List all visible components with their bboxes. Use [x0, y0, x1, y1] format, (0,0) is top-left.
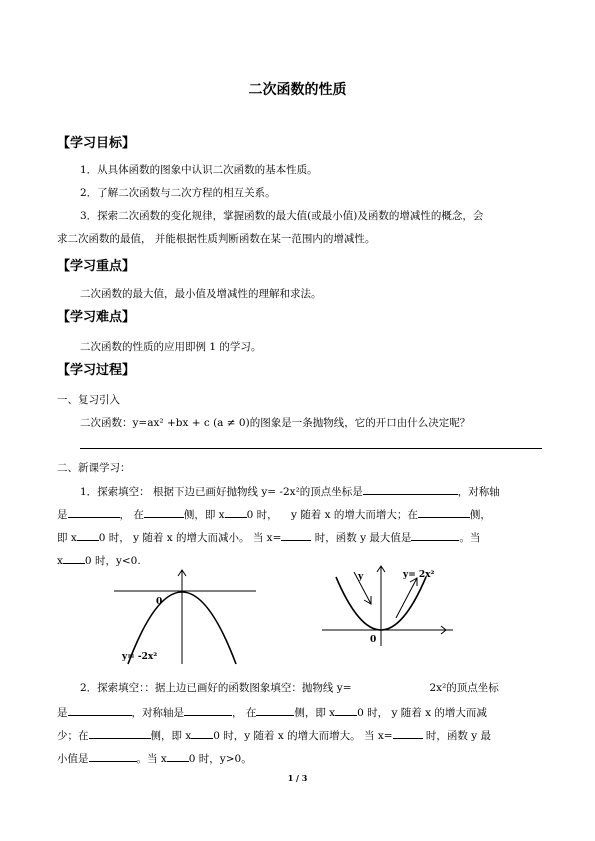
focus-text: 二次函数的最大值，最小值及增减性的理解和求法。	[80, 288, 322, 300]
q1-line-2	[57, 506, 491, 522]
answer-line[interactable]	[80, 448, 542, 449]
blank-x-value[interactable]	[393, 727, 423, 739]
q2-text: 2x²的顶点坐标	[429, 682, 499, 694]
q1-line-3	[57, 529, 480, 545]
review-question: 二次函数：y=ax² +bx + c (a ≠ 0)的图象是一条抛物线，它的开口由什么决定呢？	[80, 417, 471, 429]
blank-compare[interactable]	[225, 506, 247, 518]
section-heading-goals: 【学习目标】	[57, 136, 136, 151]
origin-label: 0	[156, 597, 163, 607]
difficulty-text: 二次函数的性质的应用即例 1 的学习。	[80, 341, 262, 353]
q1-text: 0 时，y<0.	[84, 555, 141, 567]
goal-item-1: 1．从具体函数的图象中认识二次函数的基本性质。	[80, 164, 318, 176]
graph-upward-parabola	[320, 562, 455, 648]
graph-downward-parabola	[108, 568, 258, 666]
q1-text: 时，函数 y 最大值是	[311, 532, 412, 544]
page-number: 1 / 3	[287, 773, 308, 783]
blank-compare[interactable]	[191, 727, 213, 739]
q2-text: 0 时，y 随着 x 的增大而增大。 当 x=	[213, 730, 393, 742]
blank-axis[interactable]	[184, 704, 232, 716]
q1-text: y 随着 x 的增大而增大；在	[291, 509, 418, 521]
q2-text: ，对称轴是	[131, 707, 184, 719]
q2-text: 2．探索填空：：据上边已画好的函数图象填空：抛物线 y=	[80, 682, 352, 694]
blank-compare[interactable]	[63, 552, 85, 564]
q2-text: 小值是	[57, 753, 89, 765]
q2-text: ， 在	[232, 707, 257, 719]
blank-compare[interactable]	[77, 529, 99, 541]
q2-text: 时，函数 y 最	[422, 730, 491, 742]
q2-line-3	[57, 727, 491, 743]
q1-line-1	[80, 483, 500, 499]
q1-text: 侧，即 x	[183, 509, 225, 521]
q1-text: 即 x	[57, 532, 77, 544]
q1-text: x	[57, 555, 63, 567]
curve-label: y= 2x²	[403, 570, 435, 580]
q2-text: 。当 x	[136, 753, 167, 765]
blank-max-value[interactable]	[411, 529, 459, 541]
q2-text: 是	[57, 707, 68, 719]
blank-compare[interactable]	[167, 750, 189, 762]
q1-text: 侧，	[469, 509, 491, 521]
blank-side[interactable]	[89, 727, 151, 739]
q2-text: 侧，即 x	[150, 730, 192, 742]
origin-label: 0	[370, 635, 377, 645]
section-heading-process: 【学习过程】	[57, 363, 136, 378]
blank-vertex[interactable]	[363, 483, 458, 495]
q2-text: 0 时，y>0。	[188, 753, 252, 765]
blank-compare[interactable]	[335, 704, 357, 716]
q2-text: 侧，即 x	[294, 707, 336, 719]
q1-text: 。当	[459, 532, 481, 544]
q2-line-4	[57, 750, 252, 766]
blank-min-value[interactable]	[89, 750, 137, 762]
q1-text: 1．探索填空： 根据下边已画好抛物线 y= -2x²的顶点坐标是	[80, 486, 363, 498]
q1-text: ，对称轴	[457, 486, 500, 498]
q2-text: 0 时， y 随着 x 的增大而减	[357, 707, 487, 719]
q1-text: 0 时， y 随着 x 的增大而减小。 当 x=	[98, 532, 282, 544]
new-lesson-heading: 二、新课学习：	[57, 462, 131, 474]
q1-text: 0 时，	[246, 509, 278, 521]
q1-text: 是	[57, 509, 68, 521]
blank-axis[interactable]	[68, 506, 120, 518]
blank-x-value[interactable]	[281, 529, 311, 541]
section-heading-focus: 【学习重点】	[57, 259, 136, 274]
q2-text: 少；在	[57, 730, 89, 742]
goal-item-3-line-2: 求二次函数的最值， 并能根据性质判断函数在某一范围内的增减性。	[57, 233, 376, 245]
blank-side[interactable]	[256, 704, 294, 716]
blank-side[interactable]	[144, 506, 184, 518]
q2-line-2	[57, 704, 487, 720]
q2-line-1	[80, 681, 499, 695]
page-title: 二次函数的性质	[248, 82, 347, 98]
goal-item-3-line-1: 3．探索二次函数的变化规律，掌握函数的最大值(或最小值)及函数的增减性的概念，会	[80, 210, 484, 222]
q1-text: ， 在	[119, 509, 144, 521]
review-heading: 一、复习引入	[57, 394, 120, 406]
blank-vertex[interactable]	[68, 704, 132, 716]
section-heading-difficulty: 【学习难点】	[57, 310, 136, 325]
blank-side[interactable]	[418, 506, 470, 518]
curve-label: y= -2x²	[122, 652, 158, 662]
y-axis-label: y	[358, 572, 364, 582]
goal-item-2: 2．了解二次函数与二次方程的相互关系。	[80, 187, 276, 199]
q1-line-4	[57, 552, 141, 568]
